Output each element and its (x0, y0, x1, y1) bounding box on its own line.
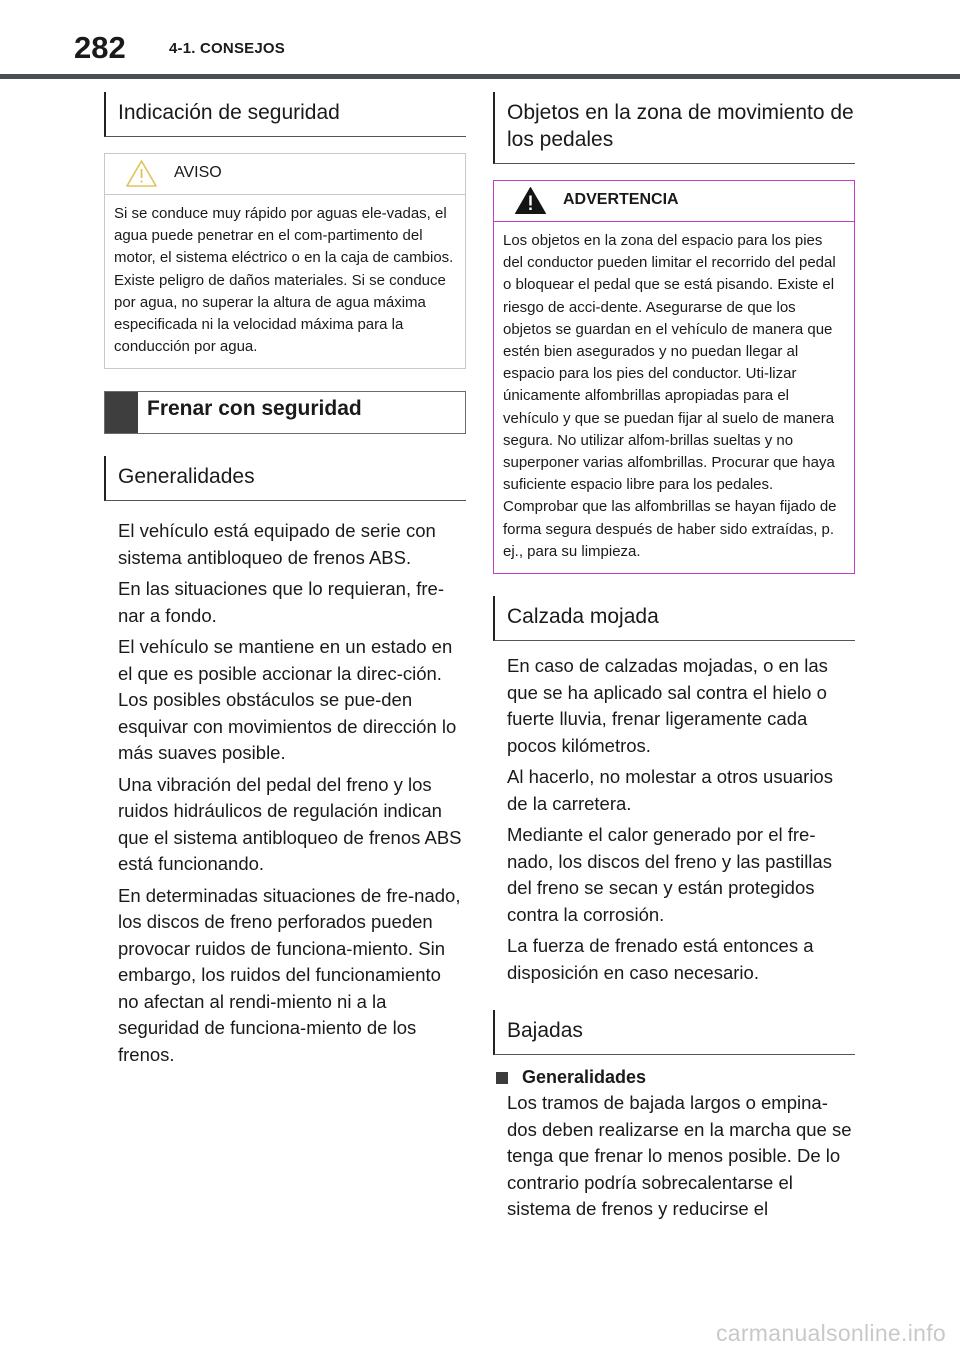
paragraph: La fuerza de frenado está entonces a disposición en caso necesario. (507, 935, 814, 983)
paragraph: El vehículo está equipado de serie con sistema antibloqueo de frenos ABS. (118, 520, 436, 568)
warning-box (493, 180, 855, 574)
paragraph: Al hacerlo, no molestar a otros usuarios de la carretera. (507, 766, 833, 814)
page-number: 282 (74, 30, 126, 65)
header-rule (0, 74, 960, 79)
warning-body: Los objetos en la zona del espacio para los pies del conductor pueden limitar el recorrido del pedal o bloquear el pedal que se está pisando. Existe el riesgo de acci-dente. Asegurarse de que los objetos se guardan en el vehículo de manera que estén bien asegurados y no puedan llegar al espacio para los pies del conductor. Uti-lizar únicamente alfombrillas apropiadas para el vehículo y que se puedan fijar al suelo de manera segura. No utilizar alfom-brillas sueltas y no superponer varias alfombrillas. Procurar que haya suficiente espacio libre para los pedales. Comprobar que las alfombrillas se hayan fijado de forma segura después de haber sido extraídas, p. ej., para su limpieza. (503, 232, 837, 560)
brake-heading: Frenar con seguridad (147, 397, 362, 421)
general-heading: Generalidades (104, 456, 466, 501)
notice-title: AVISO (174, 164, 222, 181)
notice-body: Si se conduce muy rápido por aguas ele-vadas, el agua puede penetrar en el com-partimento del motor, el sistema eléctrico o en la caja de cambios. Existe peligro de daños materiales. Si se conduce por agua, no superar la altura de agua máxima especificada ni la velocidad máxima para la conducción por agua. (114, 205, 454, 356)
paragraph: Mediante el calor generado por el fre-nado, los discos del freno y las pastillas del freno se secan y están protegidos contra la corrosión. (507, 824, 832, 925)
left-column (104, 92, 466, 1073)
warning-triangle-icon (514, 186, 547, 215)
pedal-heading: Objetos en la zona de movimiento de los pedales (493, 92, 855, 164)
paragraph: En las situaciones que lo requieran, fre-nar a fondo. (118, 578, 444, 626)
safety-heading: Indicación de seguridad (104, 92, 466, 137)
notice-box (104, 153, 466, 369)
wet-text (493, 653, 855, 986)
paragraph: El vehículo se mantiene en un estado en el que es posible accionar la direc-ción. Los posibles obstáculos se pue-den esquivar con movimientos de dirección lo más suaves posible. (118, 636, 457, 764)
warning-title: ADVERTENCIA (563, 191, 679, 208)
wet-heading: Calzada mojada (493, 596, 855, 641)
slopes-subheading (493, 1067, 855, 1088)
slopes-heading: Bajadas (493, 1010, 855, 1055)
section-label: 4-1. CONSEJOS (169, 40, 285, 57)
brake-heading-bar (104, 391, 466, 434)
slopes-subheading-text: Generalidades (522, 1067, 647, 1088)
page-header (0, 0, 960, 80)
caution-triangle-icon (125, 159, 158, 188)
paragraph: Una vibración del pedal del freno y los ruidos hidráulicos de regulación indican que el sistema antibloqueo de frenos ABS está funcionando. (118, 773, 462, 875)
right-column (493, 92, 855, 1228)
paragraph: En caso de calzadas mojadas, o en las que se ha aplicado sal contra el hielo o fuerte lluvia, frenar ligeramente cada pocos kilómetros. (507, 655, 828, 756)
general-text (104, 518, 466, 1068)
square-bullet-icon (496, 1072, 508, 1084)
paragraph: Los tramos de bajada largos o empina-dos deben realizarse en la marcha que se tenga que frenar lo menos posible. De lo contrario podría sobrecalentarse el sistema de frenos y reducirse el (507, 1092, 852, 1220)
warning-header (494, 181, 854, 222)
notice-header (105, 154, 465, 195)
paragraph: En determinadas situaciones de fre-nado, los discos de freno perforados pueden provocar ruidos de funciona-miento. Sin embargo, los ruidos del funcionamiento no afectan al rendi-miento ni a la seguridad de funciona-miento de los frenos. (118, 884, 461, 1065)
heading-block (105, 392, 138, 433)
watermark: carmanualsonline.info (715, 1320, 946, 1346)
